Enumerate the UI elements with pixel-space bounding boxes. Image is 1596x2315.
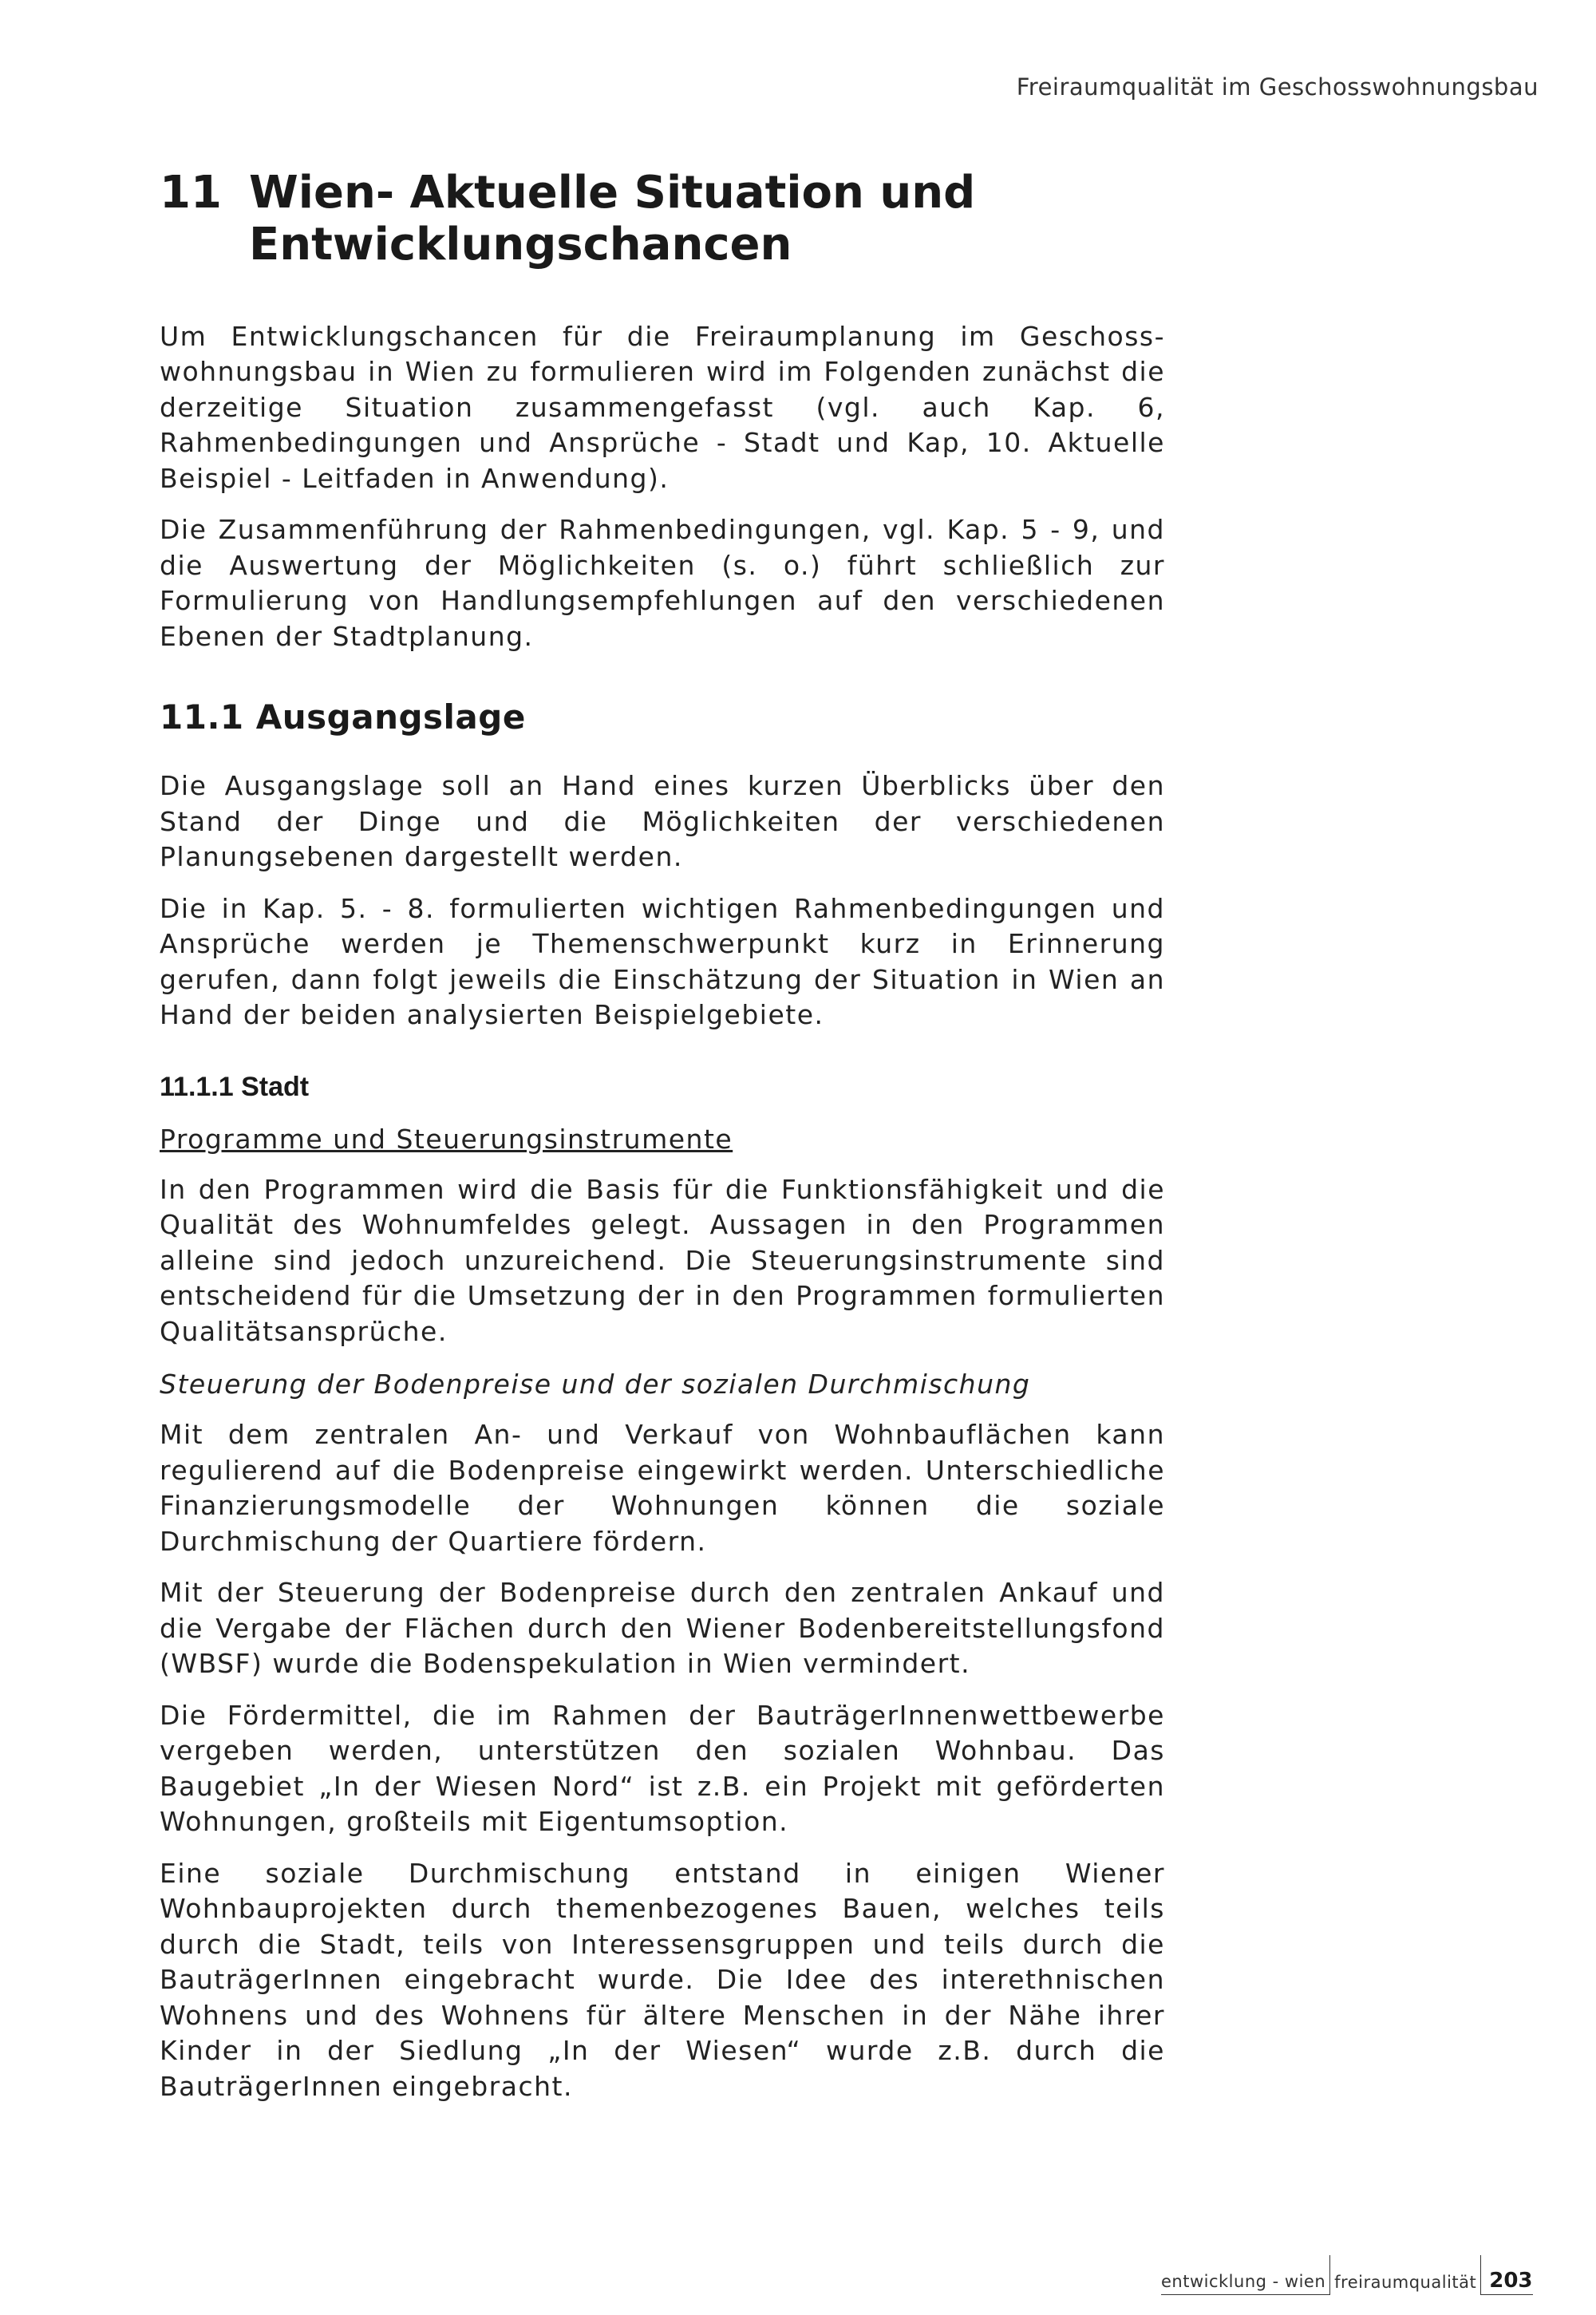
subsection-title: Stadt [241, 1071, 310, 1102]
steuerung-paragraph-3: Die Fördermittel, die im Rahmen der BauträgerInnenwettbewerbe vergeben werden, unterstützen den sozialen Wohnbau. Das Baugebiet „In der Wiesen Nord“ ist z.B. ein Projekt mit geförderten Wohnungen, großteils mit Eigentumsoption. [160, 1699, 1165, 1838]
section-heading [160, 697, 1165, 737]
page-content [160, 168, 1165, 2120]
intro-paragraph-2: Die Zusammenführung der Rahmenbedingungen, vgl. Kap. 5 - 9, und die Auswertung der Möglichkeiten (s. o.) führt schließlich zur Formulierung von Handlungsempfehlungen auf den verschiedenen Ebenen der Stadtplanung. [160, 514, 1165, 652]
section-paragraph-1: Die Ausgangslage soll an Hand eines kurzen Überblicks über den Stand der Dinge und die Möglichkeiten der verschiedenen Planungsebenen dargestellt werden. [160, 770, 1165, 873]
steuerung-paragraph-4: Eine soziale Durchmischung entstand in einigen Wiener Wohnbauprojekten durch themenbezogenes Bauen, welches teils durch die Stadt, teils von Interessensgruppen und teils durch die BauträgerInnen eingebracht wurde. Die Idee des interethnischen Wohnens und des Wohnens für ältere Menschen in der Nähe ihrer Kinder in der Siedlung „In der Wiesen“ wurde z.B. durch die BauträgerInnen eingebracht. [160, 1857, 1165, 2102]
section-number: 11.1 [160, 697, 244, 737]
section-title: Ausgangslage [255, 697, 526, 737]
subsection-paragraph-1: In den Programmen wird die Basis für die Funktionsfähigkeit und die Qualität des Wohnumfeldes gelegt. Aussagen in den Programmen alleine sind jedoch unzureichend. Die Steuerungsinstrumente sind entscheidend für die Umsetzung der in den Programmen formulierten Qualitätsansprüche. [160, 1173, 1165, 1347]
subsection-heading [160, 1072, 1165, 1103]
italic-heading: Steuerung der Bodenpreise und der sozialen Durchmischung [160, 1369, 1031, 1400]
chapter-number: 11 [160, 167, 222, 219]
page-footer [1161, 2269, 1533, 2295]
chapter-title-text [249, 168, 1165, 271]
subsection-number: 11.1.1 [160, 1071, 234, 1102]
footer-left-text: entwicklung - wien [1161, 2272, 1329, 2295]
intro-paragraph-1: Um Entwicklungschancen für die Freiraumplanung im Geschoss-wohnungsbau in Wien zu formulieren wird im Folgenden zunächst die derzeitige Situation zusammengefasst (vgl. auch Kap. 6, Rahmenbedingungen und Ansprüche - Stadt und Kap, 10. Aktuelle Beispiel - Leitfaden in Anwendung). [160, 320, 1165, 494]
footer-mid-text: freiraumqualität [1329, 2255, 1481, 2295]
running-header: Freiraumqualität im Geschosswohnungsbau [1016, 73, 1539, 101]
chapter-title-line2: Entwicklungschancen [249, 218, 792, 271]
steuerung-paragraph-2: Mit der Steuerung der Bodenpreise durch den zentralen Ankauf und die Vergabe der Flächen durch den Wiener Bodenbereitstellungsfond (WBSF) wurde die Bodenspekulation in Wien vermindert. [160, 1577, 1165, 1680]
underlined-heading: Programme und Steuerungsinstrumente [160, 1123, 733, 1155]
chapter-title [160, 168, 1165, 271]
section-paragraph-2: Die in Kap. 5. - 8. formulierten wichtigen Rahmenbedingungen und Ansprüche werden je Themenschwerpunkt kurz in Erinnerung gerufen, dann folgt jeweils die Einschätzung der Situation in Wien an Hand der beiden analysierten Beispielgebiete. [160, 892, 1165, 1031]
page-number: 203 [1481, 2269, 1532, 2295]
chapter-title-line1: Wien- Aktuelle Situation und [249, 167, 976, 219]
steuerung-paragraph-1: Mit dem zentralen An- und Verkauf von Wohnbauflächen kann regulierend auf die Bodenpreise eingewirkt werden. Unterschiedliche Finanzierungsmodelle der Wohnungen können die soziale Durchmischung der Quartiere fördern. [160, 1419, 1165, 1557]
